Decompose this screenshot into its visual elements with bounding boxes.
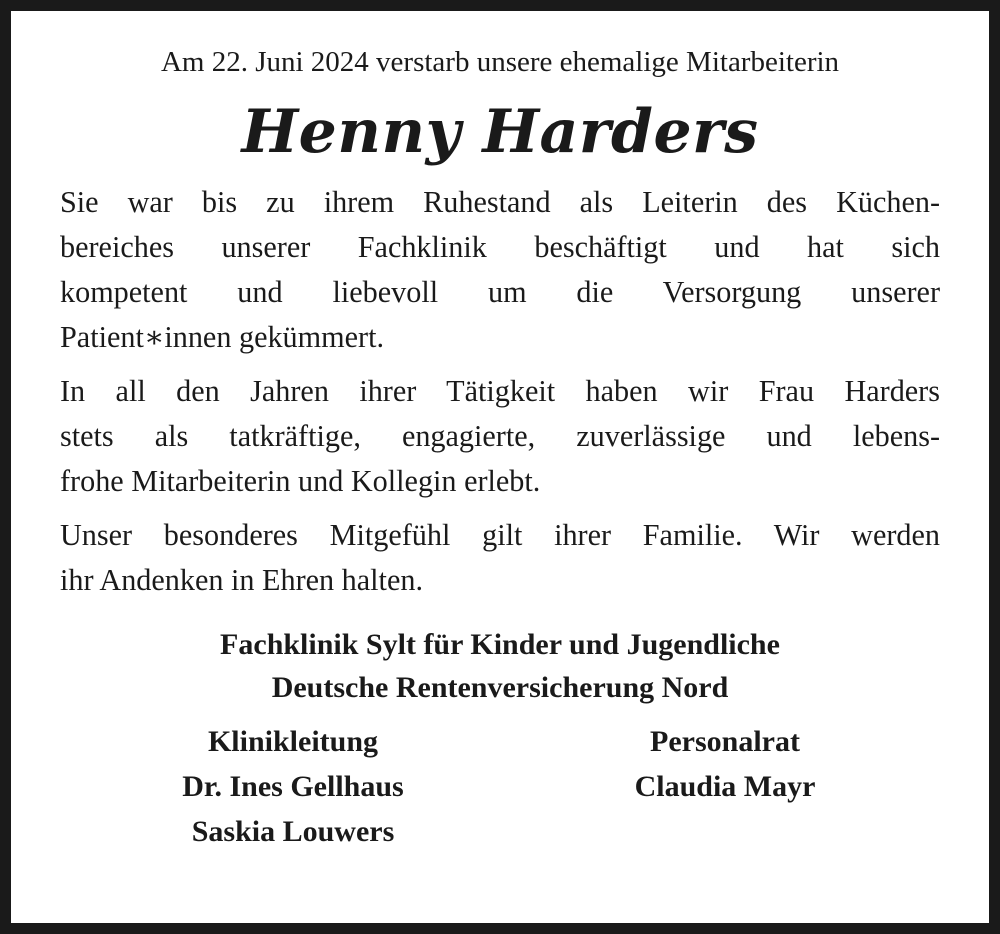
organization-line: Fachklinik Sylt für Kinder und Jugendliche [220,628,780,661]
paragraph-condolence [60,513,940,603]
organization-block [60,623,940,709]
paragraph-career [60,180,940,360]
signatory-title: Personalrat [650,725,800,758]
text-line: stets als tatkräftige, engagierte, zuverlässige und lebens- [60,419,940,453]
text-line: ihr Andenken in Ehren halten. [60,563,423,597]
text-line: Patient∗innen gekümmert. [60,320,384,354]
text-line: bereiches unserer Fachklinik beschäftigt und hat sich [60,230,940,264]
intro-line: Am 22. Juni 2024 verstarb unsere ehemalige Mitarbeiterin [160,46,840,78]
signatory-name: Dr. Ines Gellhaus [182,770,404,803]
signatories [60,719,940,854]
signatory-clinic-management [60,719,526,854]
text-line: Sie war bis zu ihrem Ruhestand als Leiterin des Küchen- [60,185,940,219]
obituary-notice [60,44,940,854]
signatory-title: Klinikleitung [207,725,379,758]
paragraph-character [60,369,940,504]
organization-line: Deutsche Rentenversicherung Nord [271,671,729,704]
text-line: Unser besonderes Mitgefühl gilt ihrer Familie. Wir werden [60,518,940,552]
signatory-staff-council [550,719,900,854]
signatory-name: Claudia Mayr [634,770,816,803]
deceased-name: Henny Harders [241,97,759,167]
signatory-name: Saskia Louwers [191,815,395,848]
text-line: kompetent und liebevoll um die Versorgung unserer [60,275,940,309]
text-line: frohe Mitarbeiterin und Kollegin erlebt. [60,464,541,498]
text-line: In all den Jahren ihrer Tätigkeit haben wir Frau Harders [60,374,940,408]
